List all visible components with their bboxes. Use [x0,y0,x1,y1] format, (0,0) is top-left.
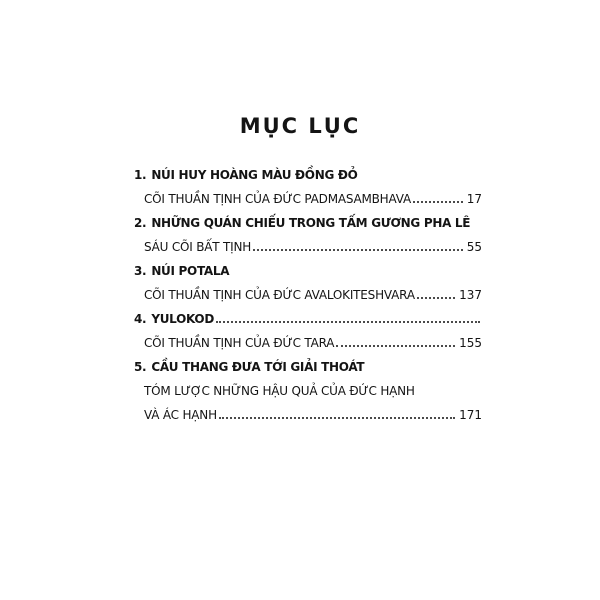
toc-entry-title-row [134,353,482,377]
toc-entry-subtitle-row [134,233,482,257]
dot-leader [216,321,480,323]
toc-entry-subtitle-row [134,377,482,401]
entry-subtitle: CÕI THUẦN TỊNH CỦA ĐỨC AVALOKITESHVARA [144,288,415,302]
entry-number: 4. [134,312,147,326]
entry-subtitle: CÕI THUẦN TỊNH CỦA ĐỨC PADMASAMBHAVA [144,192,412,206]
entry-page-number: 17 [466,192,482,206]
dot-leader [417,297,455,299]
entry-number: 2. [134,216,147,230]
toc-list [134,161,482,425]
dot-leader [336,345,455,347]
entry-subtitle: TÓM LƯỢC NHỮNG HẬU QUẢ CỦA ĐỨC HẠNH [144,384,415,398]
toc-entry-title-row [134,305,482,329]
entry-title: NÚI POTALA [151,264,230,278]
toc-entry-title-row [134,209,482,233]
entry-title: NÚI HUY HOÀNG MÀU ĐỒNG ĐỎ [151,168,358,182]
page-title: MỤC LỤC [239,114,361,138]
toc-entry-subtitle-row [134,281,482,305]
entry-page-number: 55 [466,240,482,254]
entry-title: YULOKOD [151,312,214,326]
entry-title: CẦU THANG ĐƯA TỚI GIẢI THOÁT [151,360,365,374]
dot-leader [253,249,463,251]
dot-leader [413,201,463,203]
dot-leader [219,417,455,419]
entry-page-number: 171 [459,408,482,422]
entry-number: 1. [134,168,147,182]
entry-subtitle: CÕI THUẦN TỊNH CỦA ĐỨC TARA [144,336,335,350]
entry-subtitle: SÁU CÕI BẤT TỊNH [144,240,252,254]
toc-entry-subtitle-row [134,401,482,425]
toc-entry-title-row [134,257,482,281]
entry-page-number: 155 [459,336,482,350]
toc-entry-subtitle-row [134,185,482,209]
entry-title: NHỮNG QUÁN CHIẾU TRONG TẤM GƯƠNG PHA LÊ [151,216,471,230]
entry-page-number: 137 [459,288,482,302]
entry-subtitle: VÀ ÁC HẠNH [144,408,217,422]
entry-number: 5. [134,360,147,374]
entry-number: 3. [134,264,147,278]
toc-entry-subtitle-row [134,329,482,353]
toc-entry-title-row [134,161,482,185]
